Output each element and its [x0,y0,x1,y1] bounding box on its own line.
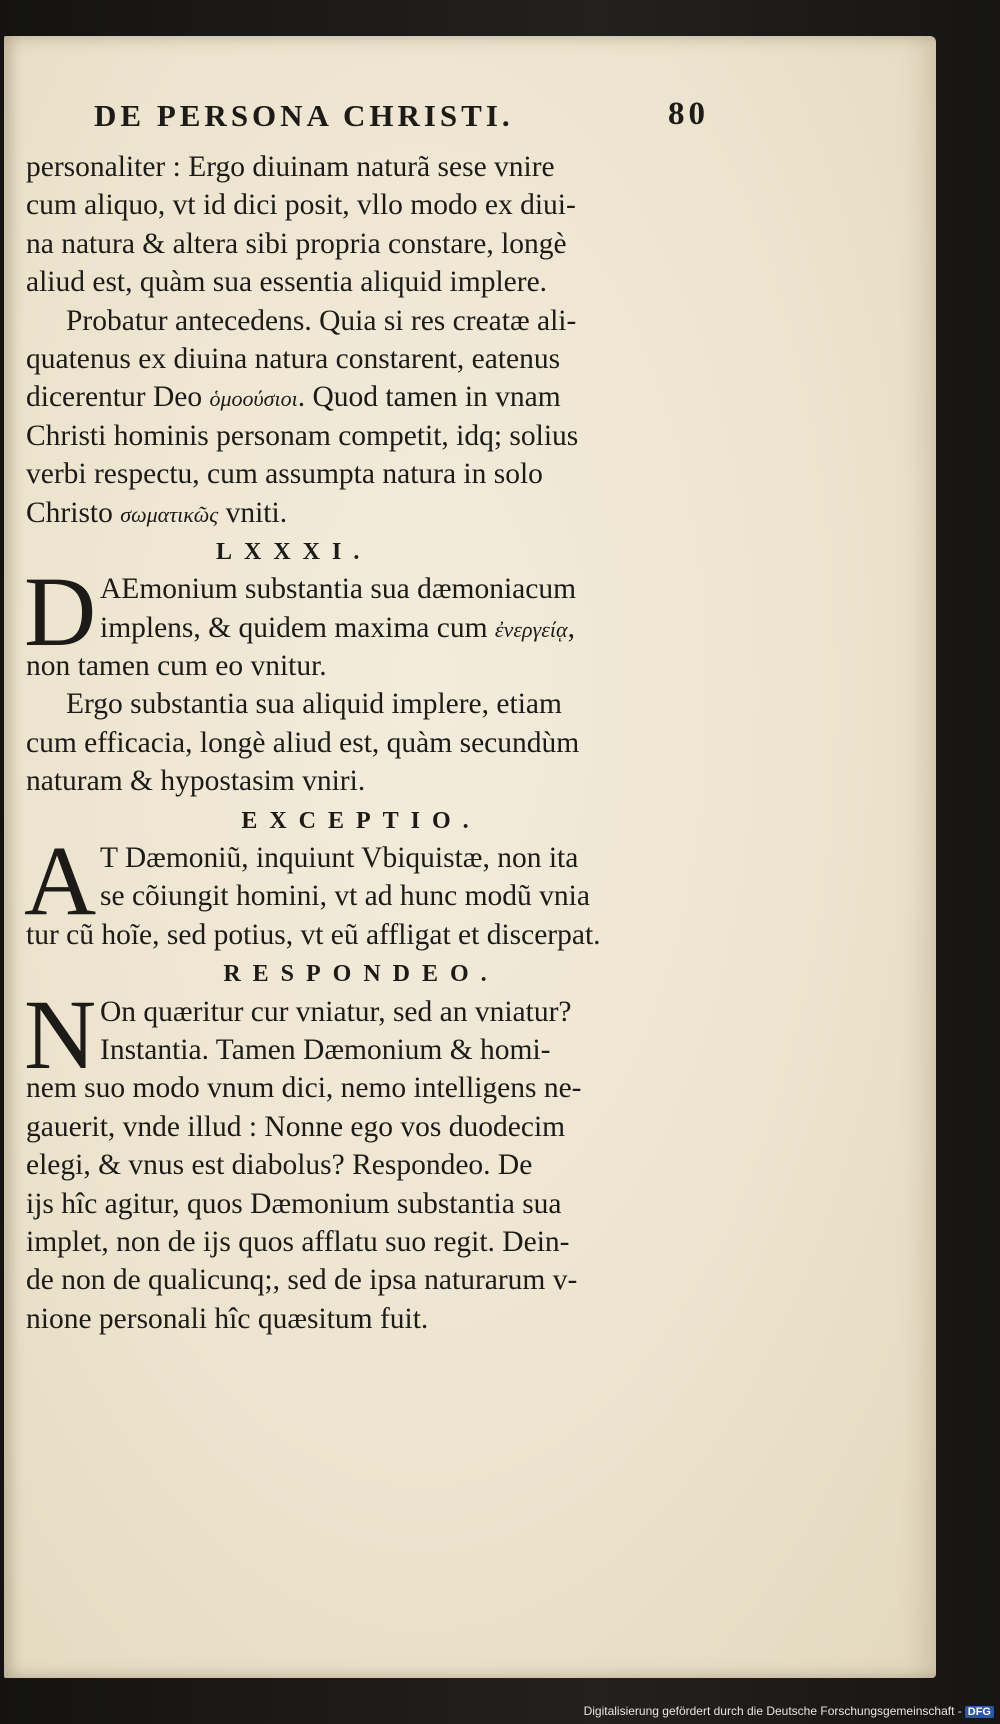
section-heading-respondeo: RESPONDEO. [223,961,499,988]
running-title: DE PERSONA CHRISTI. [94,98,514,133]
text-line: implet, non de ijs quos afflatu suo regit. Dein- [26,1225,570,1258]
text-line: ijs hîc agitur, quos Dæmonium substantia sua [26,1187,562,1220]
text-line [26,609,696,647]
dfg-logo-icon: DFG [965,1706,994,1718]
text-line: de non de qualicunq;, sed de ipsa naturarum v- [26,1264,578,1297]
text-line: aliud est, quàm sua essentia aliquid implere. [26,266,548,299]
page-header [26,96,709,148]
paragraph-4 [26,685,696,800]
text-line: naturam & hypostasim vniri. [26,765,366,798]
paragraph-2 [26,302,696,532]
drop-cap: N [24,978,97,1090]
credit-text: Digitalisierung gefördert durch die Deutsche Forschungsgemeinschaft - [583,1704,962,1718]
text-line: elegi, & vnus est diabolus? Respondeo. De [26,1149,533,1182]
digitization-credit [584,1704,994,1718]
paragraph-6 [24,978,696,1339]
text-line: AEmonium substantia sua dæmoniacum [100,573,577,606]
page-number: 80 [668,96,709,132]
text-line: cum aliquo, vt id dici posit, vllo modo ex diui- [26,189,576,222]
text-segment: . Quod tamen in vnam [297,381,561,414]
paragraph-1 [26,148,696,302]
text-line: tur cũ hoĩe, sed potius, vt eũ affligat et discerpat. [26,918,601,951]
text-segment: implens, & quidem maxima cum [100,611,495,644]
greek-word: σωματικῶς [120,501,219,527]
text-line: T Dæmoniũ, inquiunt Vbiquistæ, non ita [100,842,579,875]
text-line: nem suo modo vnum dici, nemo intelligens ne- [26,1072,582,1105]
text-segment: Christo [26,496,121,529]
drop-cap: D [24,556,97,668]
text-line: gauerit, vnde illud : Nonne ego vos duodecim [26,1110,566,1143]
text-line [26,378,696,416]
text-line: se cõiungit homini, vt ad hunc modũ vnia [100,880,590,913]
drop-cap: A [24,825,97,937]
text-line: Christi hominis personam competit, idq; solius [26,419,579,452]
book-page [4,36,936,1678]
text-segment: vniti. [218,496,288,529]
text-line: na natura & altera sibi propria constare, longè [26,227,567,260]
text-line: verbi respectu, cum assumpta natura in solo [26,458,543,491]
text-segment: dicerentur Deo [26,381,210,414]
section-heading-exceptio: EXCEPTIO. [241,807,481,834]
text-line: cum efficacia, longè aliud est, quàm secundùm [26,726,580,759]
text-line: Ergo substantia sua aliquid implere, etiam [66,688,562,721]
text-line: Instantia. Tamen Dæmonium & homi- [100,1033,551,1066]
greek-word: ἐνεργείᾳ [494,616,568,642]
text-line: personaliter : Ergo diuinam naturã sese vnire [26,151,555,183]
paragraph-5 [24,825,696,954]
text-line: Probatur antecedens. Quia si res creatæ ali- [66,304,577,337]
text-line [26,494,696,532]
section-heading-lxxxi: LXXXI. [216,538,372,565]
text-line: nione personali hîc quæsitum fuit. [26,1302,429,1335]
text-line: On quæritur cur vniatur, sed an vniatur? [100,995,572,1028]
text-segment: , [567,611,575,644]
greek-word: ὁμοούσιοι [209,386,298,412]
text-line: quatenus ex diuina natura constarent, eatenus [26,342,561,375]
paragraph-3 [24,556,696,685]
text-line: non tamen cum eo vnitur. [26,650,327,683]
text-block [24,96,709,1338]
